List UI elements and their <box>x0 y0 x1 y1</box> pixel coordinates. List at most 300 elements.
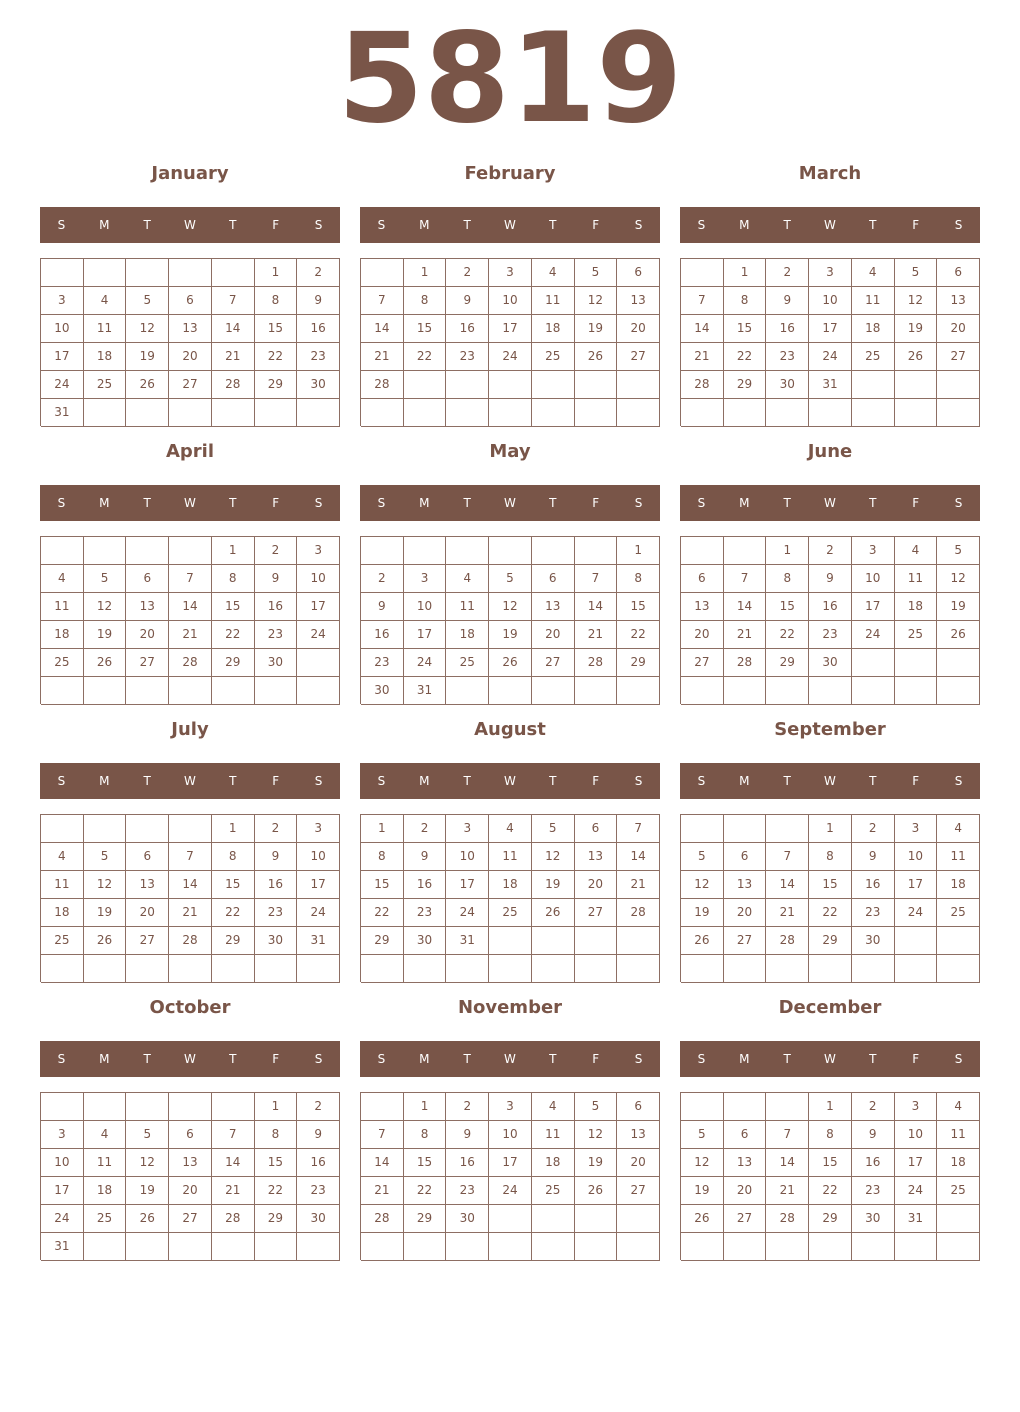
day-cell: 30 <box>255 649 298 677</box>
day-cell: 19 <box>681 899 724 927</box>
day-cell: 30 <box>297 371 340 399</box>
weekday-label: S <box>634 774 643 788</box>
empty-cell <box>575 955 618 983</box>
empty-cell <box>724 1093 767 1121</box>
day-cell: 8 <box>404 1121 447 1149</box>
day-cell: 16 <box>852 871 895 899</box>
empty-cell <box>681 815 724 843</box>
day-cell: 18 <box>895 593 938 621</box>
month-name: August <box>474 719 546 740</box>
empty-cell <box>297 955 340 983</box>
day-cell: 4 <box>84 287 127 315</box>
day-cell: 6 <box>617 259 660 287</box>
day-cell: 25 <box>532 343 575 371</box>
weekday-label: F <box>272 218 280 232</box>
day-cell: 14 <box>361 1149 404 1177</box>
empty-cell <box>852 955 895 983</box>
day-cell: 27 <box>575 899 618 927</box>
day-cell: 24 <box>852 621 895 649</box>
day-cell: 10 <box>809 287 852 315</box>
day-cell: 26 <box>126 371 169 399</box>
empty-cell <box>617 955 660 983</box>
day-cell: 13 <box>724 871 767 899</box>
day-cell: 7 <box>361 287 404 315</box>
day-cell: 7 <box>766 1121 809 1149</box>
day-cell: 4 <box>41 565 84 593</box>
day-cell: 14 <box>681 315 724 343</box>
empty-cell <box>84 399 127 427</box>
month-february <box>360 158 660 436</box>
weekday-label: S <box>954 496 963 510</box>
day-cell: 11 <box>84 1149 127 1177</box>
empty-cell <box>361 259 404 287</box>
day-cell: 20 <box>617 315 660 343</box>
empty-cell <box>446 955 489 983</box>
weekday-header <box>40 207 340 243</box>
day-cell: 24 <box>404 649 447 677</box>
empty-cell <box>446 677 489 705</box>
day-cell: 23 <box>766 343 809 371</box>
weekday-label: S <box>634 496 643 510</box>
month-december <box>680 992 980 1270</box>
day-cell: 12 <box>681 1149 724 1177</box>
day-cell: 7 <box>766 843 809 871</box>
day-cell: 18 <box>937 871 980 899</box>
day-cell: 23 <box>361 649 404 677</box>
day-cell: 3 <box>446 815 489 843</box>
weekday-header <box>360 207 660 243</box>
day-cell: 22 <box>724 343 767 371</box>
day-cell: 30 <box>255 927 298 955</box>
day-cell: 19 <box>84 621 127 649</box>
day-grid <box>360 1092 660 1260</box>
empty-cell <box>361 1233 404 1261</box>
empty-cell <box>895 955 938 983</box>
day-grid <box>680 1092 980 1260</box>
day-cell: 15 <box>404 315 447 343</box>
empty-cell <box>937 677 980 705</box>
day-cell: 1 <box>766 537 809 565</box>
day-cell: 19 <box>937 593 980 621</box>
empty-cell <box>937 649 980 677</box>
day-cell: 6 <box>532 565 575 593</box>
weekday-label: T <box>869 1052 877 1066</box>
day-cell: 3 <box>41 287 84 315</box>
day-cell: 25 <box>84 1205 127 1233</box>
empty-cell <box>212 677 255 705</box>
day-cell: 24 <box>41 1205 84 1233</box>
day-cell: 13 <box>617 1121 660 1149</box>
day-cell: 16 <box>297 315 340 343</box>
empty-cell <box>809 399 852 427</box>
empty-cell <box>169 537 212 565</box>
empty-cell <box>446 1233 489 1261</box>
weekday-label: M <box>419 218 430 232</box>
day-cell: 5 <box>681 1121 724 1149</box>
empty-cell <box>255 955 298 983</box>
empty-cell <box>404 399 447 427</box>
empty-cell <box>937 955 980 983</box>
day-cell: 5 <box>575 1093 618 1121</box>
day-cell: 31 <box>895 1205 938 1233</box>
day-cell: 6 <box>575 815 618 843</box>
day-cell: 9 <box>255 565 298 593</box>
day-cell: 27 <box>126 927 169 955</box>
weekday-header <box>680 485 980 521</box>
empty-cell <box>169 1093 212 1121</box>
day-cell: 22 <box>766 621 809 649</box>
month-name: October <box>149 997 231 1018</box>
weekday-label: T <box>549 218 557 232</box>
empty-cell <box>446 537 489 565</box>
empty-cell <box>724 399 767 427</box>
weekday-label: S <box>57 496 66 510</box>
day-cell: 15 <box>255 315 298 343</box>
day-cell: 29 <box>724 371 767 399</box>
day-cell: 23 <box>255 899 298 927</box>
day-cell: 28 <box>766 927 809 955</box>
day-cell: 10 <box>895 1121 938 1149</box>
weekday-label: S <box>377 218 386 232</box>
day-cell: 17 <box>489 1149 532 1177</box>
empty-cell <box>575 1233 618 1261</box>
empty-cell <box>617 371 660 399</box>
day-cell: 26 <box>937 621 980 649</box>
day-cell: 23 <box>297 1177 340 1205</box>
empty-cell <box>724 1233 767 1261</box>
day-cell: 29 <box>617 649 660 677</box>
day-cell: 8 <box>255 287 298 315</box>
weekday-label: M <box>739 496 750 510</box>
empty-cell <box>126 399 169 427</box>
day-cell: 13 <box>169 315 212 343</box>
day-cell: 20 <box>681 621 724 649</box>
weekday-label: F <box>272 496 280 510</box>
day-cell: 30 <box>446 1205 489 1233</box>
day-cell: 26 <box>489 649 532 677</box>
empty-cell <box>446 371 489 399</box>
day-cell: 25 <box>446 649 489 677</box>
day-cell: 21 <box>212 1177 255 1205</box>
day-cell: 21 <box>575 621 618 649</box>
day-cell: 17 <box>404 621 447 649</box>
weekday-label: T <box>229 774 237 788</box>
day-cell: 20 <box>169 343 212 371</box>
empty-cell <box>809 1233 852 1261</box>
empty-cell <box>852 371 895 399</box>
day-cell: 2 <box>297 259 340 287</box>
day-cell: 29 <box>404 1205 447 1233</box>
day-cell: 4 <box>937 815 980 843</box>
day-cell: 21 <box>361 343 404 371</box>
day-grid <box>40 1092 340 1260</box>
empty-cell <box>617 1205 660 1233</box>
empty-cell <box>937 371 980 399</box>
day-cell: 21 <box>212 343 255 371</box>
day-cell: 6 <box>681 565 724 593</box>
day-cell: 15 <box>212 871 255 899</box>
day-cell: 7 <box>169 565 212 593</box>
empty-cell <box>41 677 84 705</box>
months-grid <box>40 158 980 1270</box>
weekday-label: T <box>143 218 151 232</box>
day-grid <box>40 536 340 704</box>
weekday-label: S <box>57 774 66 788</box>
day-cell: 27 <box>724 1205 767 1233</box>
day-cell: 17 <box>41 1177 84 1205</box>
empty-cell <box>532 677 575 705</box>
day-cell: 11 <box>895 565 938 593</box>
day-cell: 16 <box>255 871 298 899</box>
day-cell: 14 <box>766 1149 809 1177</box>
day-cell: 1 <box>361 815 404 843</box>
day-cell: 5 <box>84 843 127 871</box>
empty-cell <box>681 1233 724 1261</box>
day-cell: 23 <box>446 343 489 371</box>
empty-cell <box>895 399 938 427</box>
day-cell: 18 <box>937 1149 980 1177</box>
day-cell: 24 <box>297 899 340 927</box>
day-cell: 11 <box>532 1121 575 1149</box>
day-cell: 22 <box>212 899 255 927</box>
day-cell: 22 <box>404 1177 447 1205</box>
weekday-label: M <box>99 496 110 510</box>
day-cell: 6 <box>169 287 212 315</box>
weekday-label: S <box>954 1052 963 1066</box>
empty-cell <box>532 1205 575 1233</box>
empty-cell <box>895 649 938 677</box>
day-cell: 22 <box>361 899 404 927</box>
empty-cell <box>84 1233 127 1261</box>
weekday-label: T <box>229 496 237 510</box>
day-cell: 4 <box>532 259 575 287</box>
day-cell: 6 <box>724 843 767 871</box>
weekday-label: S <box>697 774 706 788</box>
empty-cell <box>84 677 127 705</box>
empty-cell <box>126 955 169 983</box>
day-cell: 24 <box>809 343 852 371</box>
weekday-label: M <box>99 1052 110 1066</box>
empty-cell <box>766 1233 809 1261</box>
weekday-label: T <box>783 496 791 510</box>
day-cell: 27 <box>169 1205 212 1233</box>
day-cell: 16 <box>852 1149 895 1177</box>
day-cell: 2 <box>766 259 809 287</box>
day-cell: 31 <box>809 371 852 399</box>
empty-cell <box>895 927 938 955</box>
day-cell: 25 <box>852 343 895 371</box>
day-cell: 9 <box>255 843 298 871</box>
day-cell: 18 <box>84 343 127 371</box>
weekday-label: S <box>57 218 66 232</box>
day-cell: 29 <box>255 1205 298 1233</box>
month-name: July <box>171 719 209 740</box>
day-cell: 5 <box>937 537 980 565</box>
day-cell: 6 <box>126 843 169 871</box>
weekday-header <box>680 763 980 799</box>
empty-cell <box>937 399 980 427</box>
empty-cell <box>575 677 618 705</box>
day-cell: 22 <box>255 1177 298 1205</box>
day-cell: 16 <box>404 871 447 899</box>
empty-cell <box>126 1093 169 1121</box>
day-cell: 15 <box>255 1149 298 1177</box>
year-title: 5819 <box>337 7 683 151</box>
day-cell: 28 <box>212 1205 255 1233</box>
day-cell: 2 <box>361 565 404 593</box>
day-cell: 31 <box>297 927 340 955</box>
day-cell: 14 <box>766 871 809 899</box>
day-cell: 2 <box>852 815 895 843</box>
day-cell: 28 <box>617 899 660 927</box>
empty-cell <box>255 399 298 427</box>
empty-cell <box>681 399 724 427</box>
day-cell: 7 <box>617 815 660 843</box>
empty-cell <box>84 259 127 287</box>
day-cell: 8 <box>361 843 404 871</box>
day-cell: 17 <box>297 871 340 899</box>
empty-cell <box>895 677 938 705</box>
day-cell: 23 <box>852 1177 895 1205</box>
day-cell: 29 <box>212 927 255 955</box>
day-cell: 30 <box>297 1205 340 1233</box>
weekday-label: T <box>869 774 877 788</box>
day-cell: 1 <box>617 537 660 565</box>
day-cell: 2 <box>852 1093 895 1121</box>
day-cell: 18 <box>489 871 532 899</box>
day-cell: 9 <box>809 565 852 593</box>
weekday-label: T <box>143 1052 151 1066</box>
weekday-label: F <box>592 774 600 788</box>
day-cell: 1 <box>809 815 852 843</box>
day-cell: 19 <box>489 621 532 649</box>
weekday-label: W <box>824 496 836 510</box>
day-cell: 17 <box>446 871 489 899</box>
day-cell: 20 <box>575 871 618 899</box>
empty-cell <box>575 399 618 427</box>
day-cell: 20 <box>126 899 169 927</box>
day-cell: 26 <box>84 649 127 677</box>
day-cell: 1 <box>404 259 447 287</box>
weekday-label: M <box>99 774 110 788</box>
day-cell: 6 <box>617 1093 660 1121</box>
day-cell: 12 <box>126 315 169 343</box>
weekday-label: W <box>824 774 836 788</box>
empty-cell <box>489 371 532 399</box>
day-cell: 1 <box>255 259 298 287</box>
day-cell: 21 <box>766 1177 809 1205</box>
day-cell: 3 <box>809 259 852 287</box>
weekday-header <box>40 1041 340 1077</box>
empty-cell <box>169 1233 212 1261</box>
day-cell: 12 <box>126 1149 169 1177</box>
day-cell: 29 <box>212 649 255 677</box>
day-cell: 26 <box>575 1177 618 1205</box>
empty-cell <box>724 677 767 705</box>
weekday-label: M <box>99 218 110 232</box>
day-cell: 28 <box>575 649 618 677</box>
day-cell: 2 <box>404 815 447 843</box>
empty-cell <box>724 955 767 983</box>
day-cell: 17 <box>852 593 895 621</box>
empty-cell <box>297 399 340 427</box>
day-cell: 10 <box>446 843 489 871</box>
day-cell: 10 <box>297 565 340 593</box>
empty-cell <box>489 537 532 565</box>
day-cell: 16 <box>255 593 298 621</box>
day-cell: 26 <box>575 343 618 371</box>
empty-cell <box>41 259 84 287</box>
day-cell: 12 <box>937 565 980 593</box>
empty-cell <box>126 1233 169 1261</box>
weekday-header <box>40 485 340 521</box>
day-cell: 11 <box>489 843 532 871</box>
day-cell: 10 <box>489 287 532 315</box>
empty-cell <box>41 537 84 565</box>
weekday-label: M <box>739 774 750 788</box>
day-cell: 4 <box>852 259 895 287</box>
weekday-label: T <box>143 774 151 788</box>
day-cell: 5 <box>532 815 575 843</box>
weekday-label: T <box>463 774 471 788</box>
day-cell: 25 <box>895 621 938 649</box>
month-march <box>680 158 980 436</box>
empty-cell <box>809 955 852 983</box>
day-cell: 13 <box>532 593 575 621</box>
day-cell: 3 <box>852 537 895 565</box>
day-cell: 12 <box>575 1121 618 1149</box>
day-cell: 18 <box>41 621 84 649</box>
empty-cell <box>681 955 724 983</box>
empty-cell <box>489 1205 532 1233</box>
day-cell: 24 <box>895 899 938 927</box>
day-cell: 26 <box>895 343 938 371</box>
day-cell: 20 <box>169 1177 212 1205</box>
weekday-label: S <box>57 1052 66 1066</box>
weekday-label: T <box>463 1052 471 1066</box>
weekday-label: T <box>869 218 877 232</box>
empty-cell <box>361 537 404 565</box>
day-cell: 3 <box>41 1121 84 1149</box>
day-cell: 15 <box>724 315 767 343</box>
weekday-header <box>360 1041 660 1077</box>
weekday-label: T <box>143 496 151 510</box>
day-cell: 24 <box>489 1177 532 1205</box>
day-cell: 6 <box>169 1121 212 1149</box>
weekday-label: W <box>504 218 516 232</box>
day-cell: 9 <box>852 1121 895 1149</box>
day-cell: 11 <box>532 287 575 315</box>
empty-cell <box>489 677 532 705</box>
day-cell: 30 <box>852 927 895 955</box>
day-cell: 9 <box>446 287 489 315</box>
empty-cell <box>766 677 809 705</box>
empty-cell <box>532 927 575 955</box>
empty-cell <box>489 927 532 955</box>
day-cell: 9 <box>446 1121 489 1149</box>
day-cell: 20 <box>937 315 980 343</box>
day-cell: 15 <box>212 593 255 621</box>
weekday-label: S <box>314 496 323 510</box>
weekday-label: S <box>697 1052 706 1066</box>
day-cell: 22 <box>809 1177 852 1205</box>
day-cell: 14 <box>575 593 618 621</box>
day-cell: 8 <box>212 843 255 871</box>
day-cell: 5 <box>575 259 618 287</box>
day-cell: 13 <box>575 843 618 871</box>
weekday-label: T <box>229 1052 237 1066</box>
day-cell: 16 <box>361 621 404 649</box>
